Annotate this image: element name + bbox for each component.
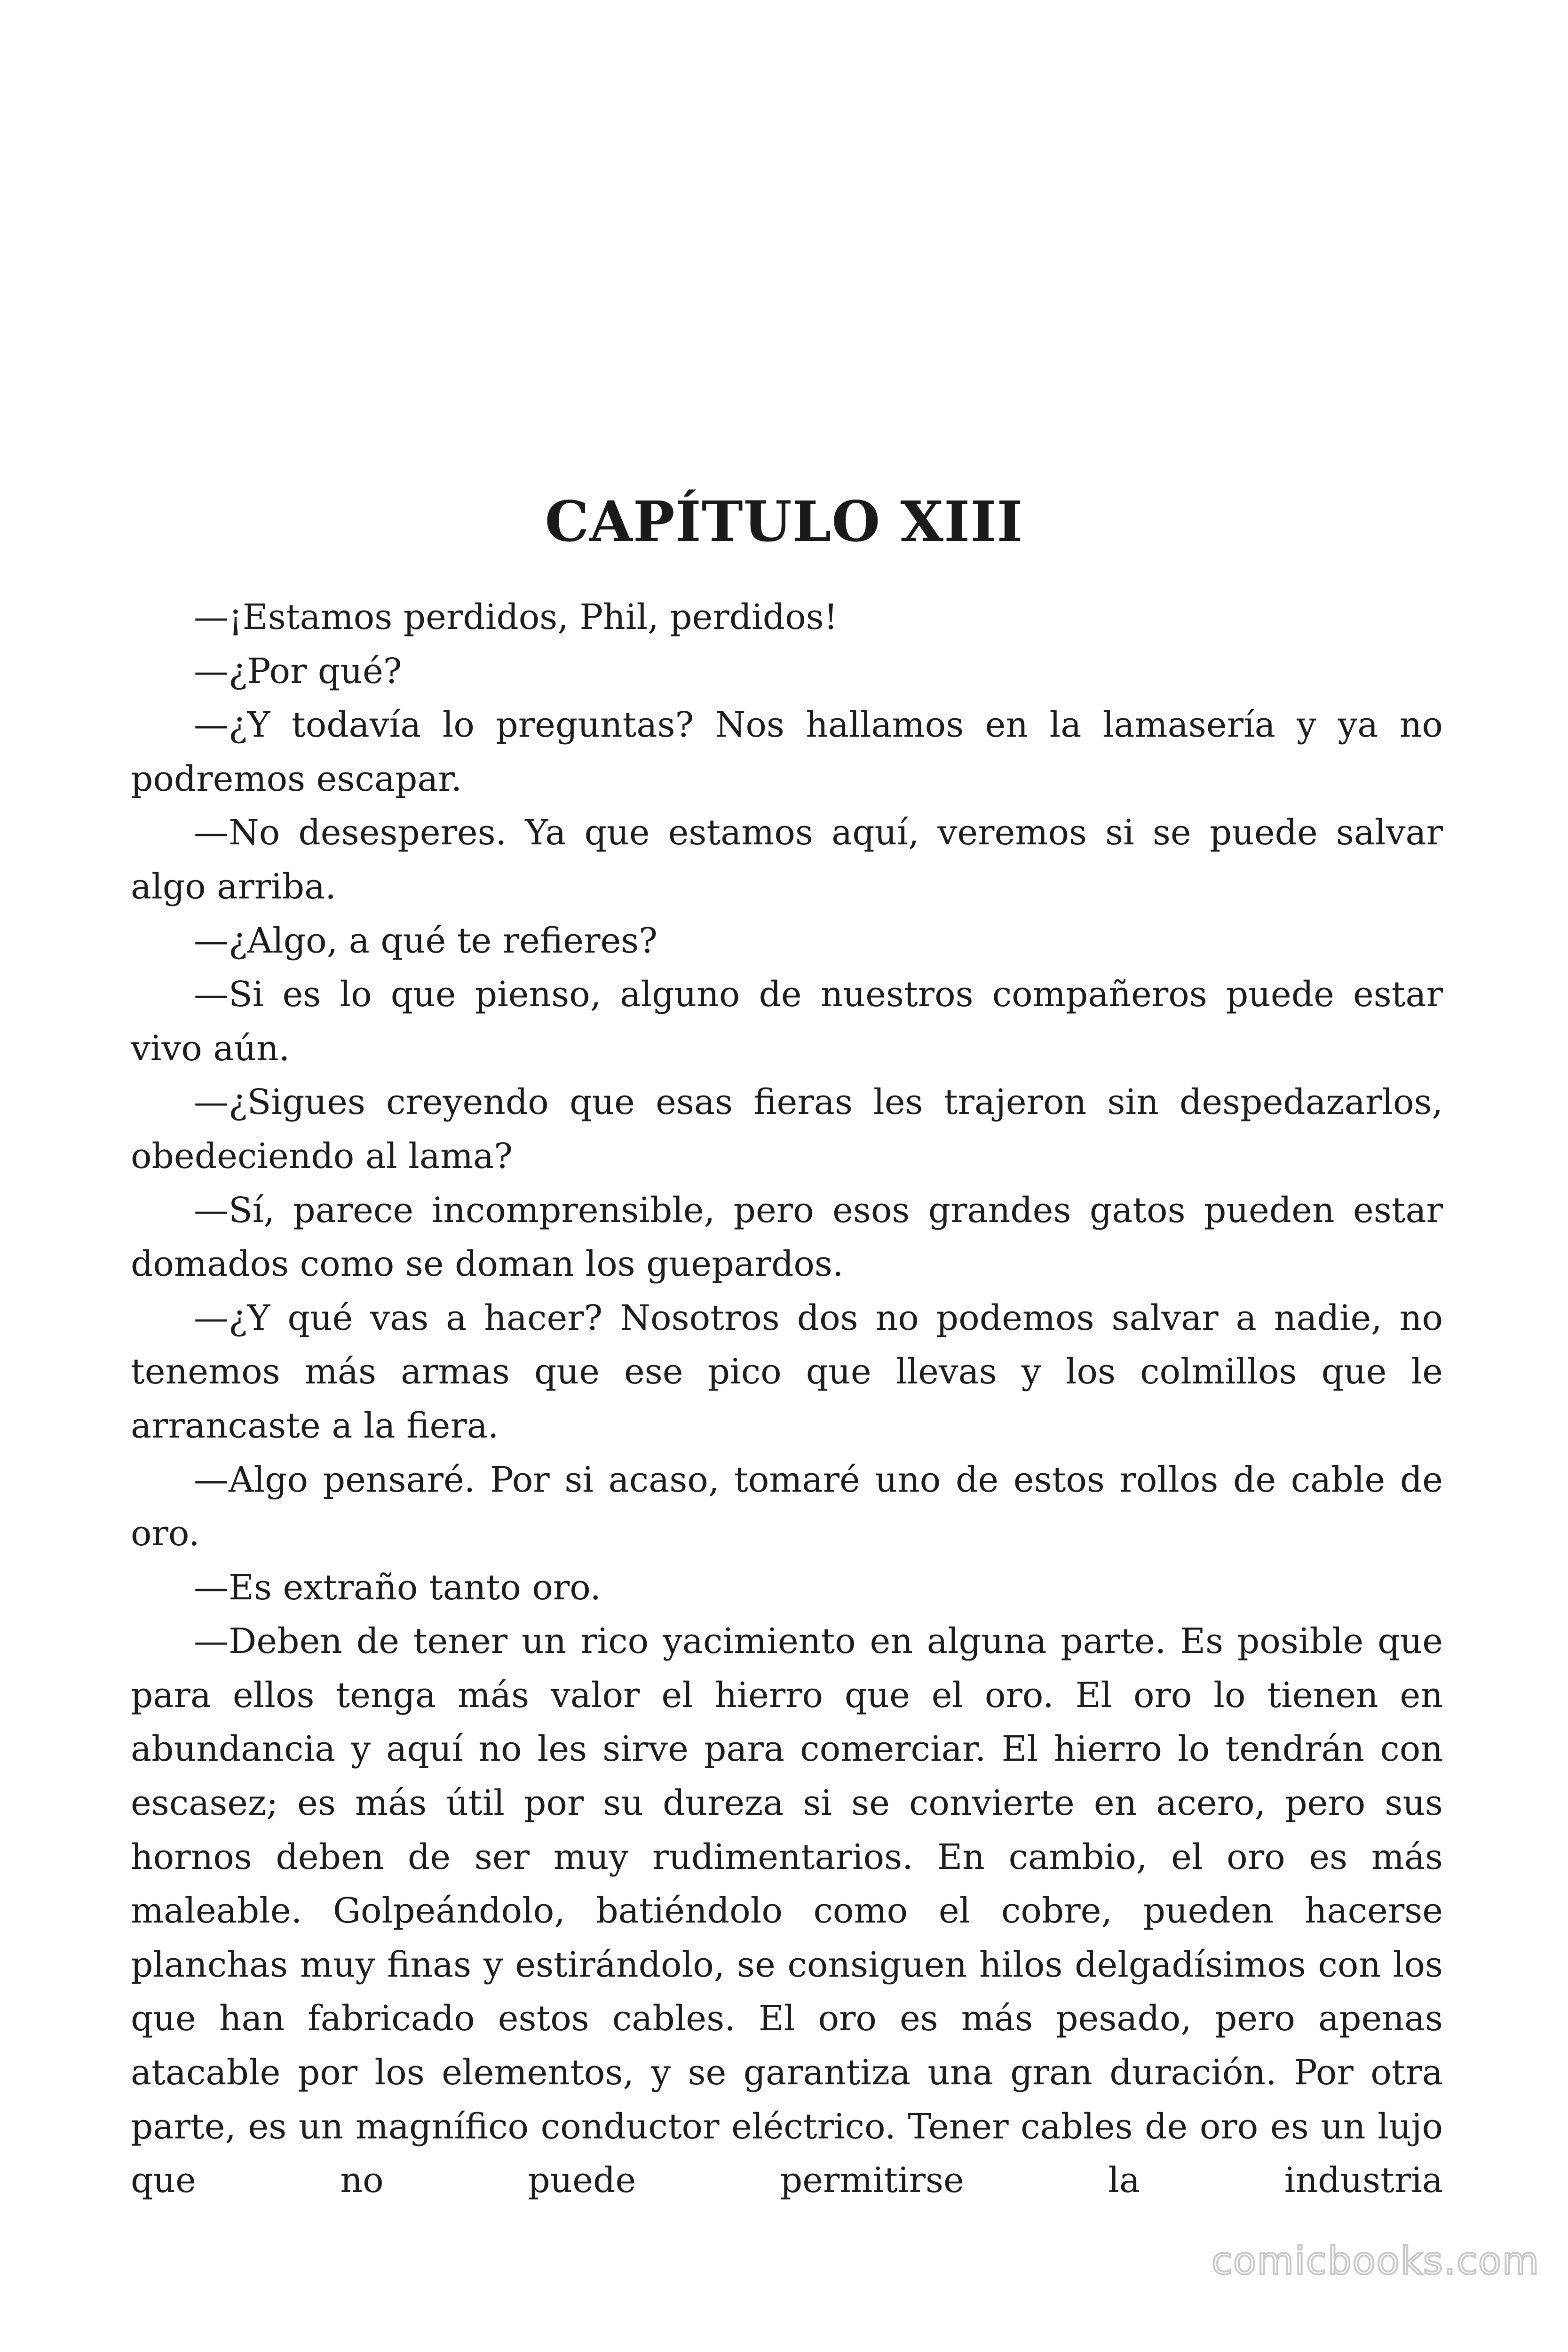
- paragraph: —Si es lo que pienso, alguno de nuestros compañeros puede estar vivo aún.: [131, 974, 1443, 1069]
- chapter-title: CAPÍTULO XIII: [545, 489, 1023, 555]
- paragraph: —¿Algo, a qué te refieres?: [194, 920, 657, 961]
- paragraph: —¿Por qué?: [194, 651, 402, 691]
- paragraph: —¿Y qué vas a hacer? Nosotros dos no podemos salvar a nadie, no tenemos más armas que ese pico que llevas y los colmillos que le arrancaste a la fiera.: [131, 1297, 1443, 1446]
- chapter-body: [131, 590, 1443, 2208]
- paragraph: —Es extraño tanto oro.: [194, 1567, 602, 1608]
- paragraph: —¿Sigues creyendo que esas fieras les trajeron sin despedazarlos, obedeciendo al lama?: [131, 1082, 1443, 1176]
- paragraph: —¿Y todavía lo preguntas? Nos hallamos en la lamasería y ya no podremos escapar.: [131, 705, 1443, 799]
- watermark: comicbooks.com: [1211, 2239, 1540, 2283]
- paragraph: —Sí, parece incomprensible, pero esos grandes gatos pueden estar domados como se doman los guepardos.: [131, 1190, 1443, 1285]
- paragraph: —¡Estamos perdidos, Phil, perdidos!: [194, 597, 838, 637]
- paragraph: —Algo pensaré. Por si acaso, tomaré uno de estos rollos de cable de oro.: [131, 1459, 1443, 1554]
- paragraph: —No desesperes. Ya que estamos aquí, veremos si se puede salvar algo arriba.: [131, 812, 1443, 907]
- paragraph: —Deben de tener un rico yacimiento en alguna parte. Es posible que para ellos tenga más valor el hierro que el oro. El oro lo tienen en abundancia y aquí no les sirve para comerciar. El hierro lo tendrán con escasez; es más útil por su dureza si se convierte en acero, pero sus hornos deben de ser muy rudimentarios. En cambio, el oro es más maleable. Golpeándolo, batiéndolo como el cobre, pueden hacerse planchas muy finas y estirándolo, se consiguen hilos delgadísimos con los que han fabricado estos cables. El oro es más pesado, pero apenas atacable por los elementos, y se garantiza una gran duración. Por otra parte, es un magnífico conductor eléctrico. Tener cables de oro es un lujo que no puede permitirse la industria: [131, 1621, 1443, 2201]
